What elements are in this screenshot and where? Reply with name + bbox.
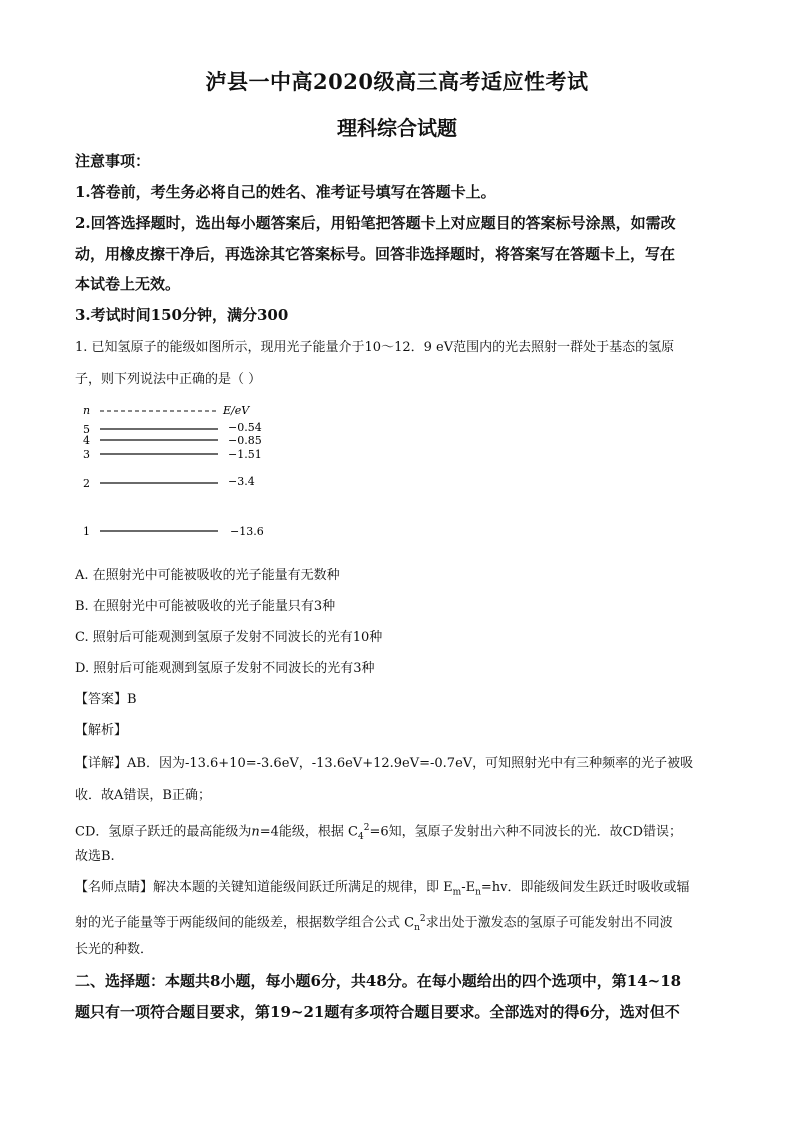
tip-line-1-sub-n: n <box>475 887 481 898</box>
section-2-line-1: 二、选择题：本题共8小题，每小题6分，共48分。在每小题给出的四个选项中，第14~18 <box>75 972 682 990</box>
exam-subtitle: 理科综合试题 <box>337 116 457 140</box>
tip-line-2-sub: n <box>414 922 420 933</box>
energy-level-value-4: −0.85 <box>228 434 262 447</box>
tip-line-3: 长光的种数． <box>75 942 154 957</box>
tip-line-1-post: =hv．即能级间发生跃迁时吸收或辐 <box>480 880 690 895</box>
option-b: B. 在照射光中可能被吸收的光子能量只有3种 <box>75 599 336 614</box>
question-1-stem-line-2: 子，则下列说法中正确的是（ ） <box>75 372 262 387</box>
detail-tag: 【详解】 <box>75 756 128 771</box>
notice-heading: 注意事项： <box>75 152 151 170</box>
detail-line-2: 收．故A错误，B正确； <box>75 788 211 803</box>
tip-line-2-post: 求出处于激发态的氢原子可能发射出不同波 <box>425 915 673 931</box>
axis-energy-label: E/eV <box>223 404 250 417</box>
energy-level-diagram <box>70 403 290 553</box>
detail-line-3-pre: CD．氢原子跃迁的最高能级为 <box>75 824 252 840</box>
energy-level-value-3: −1.51 <box>228 448 262 461</box>
detail-line-3-mid: =4能级，根据 C <box>259 824 358 840</box>
option-a: A. 在照射光中可能被吸收的光子能量有无数种 <box>75 568 340 583</box>
energy-level-n-3: 3 <box>83 448 90 461</box>
detail-text-1: AB．因为-13.6+10=-3.6eV，-13.6eV+12.9eV=-0.7eV，可知照射光中有三种频率的光子被吸 <box>127 756 694 771</box>
answer-tag: 【答案】 <box>75 692 128 707</box>
energy-levels <box>83 421 264 538</box>
energy-level-n-5: 5 <box>83 423 90 436</box>
axis-n-label: n <box>83 404 91 417</box>
detail-line-4: 故选B. <box>75 849 115 864</box>
answer-line <box>75 690 137 710</box>
energy-level-value-2: −3.4 <box>228 475 255 488</box>
answer-value: B <box>127 692 137 707</box>
energy-level-n-2: 2 <box>83 477 90 490</box>
detail-line-3-sup: 2 <box>363 823 370 833</box>
notice-item-1: 1.答卷前，考生务必将自己的姓名、准考证号填写在答题卡上。 <box>75 183 496 201</box>
detail-line-3-n: n <box>251 824 260 840</box>
question-1-stem-line-1: 1. 已知氢原子的能级如图所示，现用光子能量介于10～12．9 eV范围内的光去照射一群处于基态的氢原 <box>75 340 675 355</box>
tip-line-1 <box>75 874 725 907</box>
energy-level-value-1: −13.6 <box>230 525 264 538</box>
tip-line-2-sup: 2 <box>419 914 426 924</box>
tip-line-1-sub-m: m <box>452 887 462 898</box>
notice-item-2-line-3: 本试卷上无效。 <box>75 275 181 293</box>
energy-level-n-4: 4 <box>83 434 90 447</box>
tip-tag: 【名师点睛】 <box>75 880 154 895</box>
detail-line-3-sub: 4 <box>358 831 364 842</box>
notice-item-2-line-2: 动，用橡皮擦干净后，再选涂其它答案标号。回答非选择题时，将答案写在答题卡上，写在 <box>75 245 676 263</box>
detail-line-3-post: =6知，氢原子发射出六种不同波长的光．故CD错误； <box>369 824 683 840</box>
section-2-line-2: 题只有一项符合题目要求，第19~21题有多项符合题目要求。全部选对的得6分，选对但不 <box>75 1003 680 1021</box>
tip-line-1-mid: -E <box>461 880 476 895</box>
energy-level-n-1: 1 <box>83 525 90 538</box>
exam-title: 泸县一中高2020级高三高考适应性考试 <box>205 69 589 94</box>
option-c: C. 照射后可能观测到氢原子发射不同波长的光有10种 <box>75 630 383 645</box>
analysis-tag: 【解析】 <box>75 723 128 738</box>
tip-line-2-pre: 射的光子能量等于两能级间的能级差，根据数学组合公式 C <box>75 915 415 931</box>
notice-item-3: 3.考试时间150分钟，满分300 <box>75 306 289 324</box>
detail-line-1 <box>75 750 725 778</box>
energy-level-value-5: −0.54 <box>228 421 262 434</box>
option-d: D. 照射后可能观测到氢原子发射不同波长的光有3种 <box>75 661 375 676</box>
tip-line-1-pre: 解决本题的关键知道能级间跃迁所满足的规律，即 E <box>153 880 453 895</box>
notice-item-2-line-1: 2.回答选择题时，选出每小题答案后，用铅笔把答题卡上对应题目的答案标号涂黑，如需改 <box>75 214 676 232</box>
